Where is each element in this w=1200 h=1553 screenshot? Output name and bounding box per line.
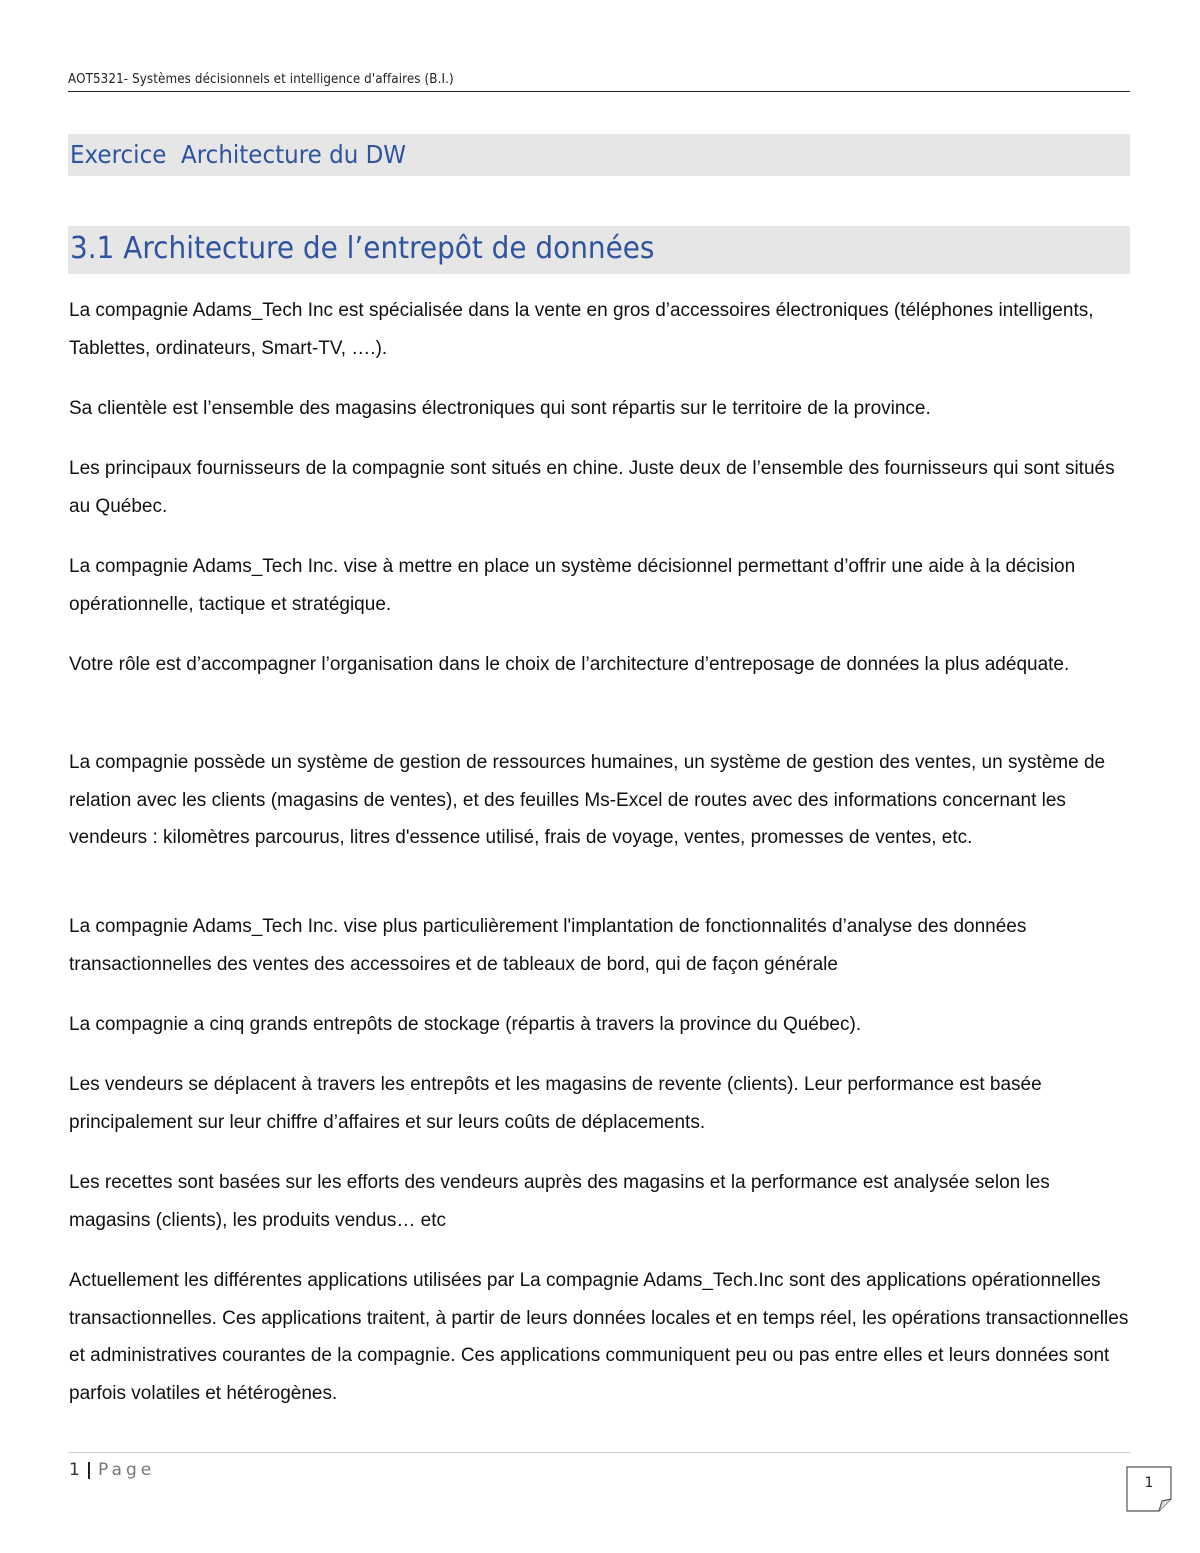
paragraph: La compagnie Adams_Tech Inc est spécialisée dans la vente en gros d’accessoires électroniques (téléphones intelligents, Tablettes, ordinateurs, Smart-TV, ….).: [69, 300, 1094, 359]
page-badge-number: 1: [1144, 1475, 1154, 1491]
page-corner-badge: [1126, 1466, 1172, 1512]
paragraph: La compagnie possède un système de gestion de ressources humaines, un système de gestion des ventes, un système de relation avec les clients (magasins de ventes), et des feuilles Ms-Excel de routes avec des informations concernant les vendeurs : kilomètres parcourus, litres d'essence utilisé, frais de voyage, ventes, promesses de ventes, etc.: [69, 752, 1106, 848]
paragraph: La compagnie Adams_Tech Inc. vise à mettre en place un système décisionnel permettant d’offrir une aide à la décision opérationnelle, tactique et stratégique.: [69, 556, 1076, 615]
footer-page-number: 1: [69, 1460, 80, 1480]
paragraph: Sa clientèle est l’ensemble des magasins électroniques qui sont répartis sur le territoire de la province.: [69, 398, 931, 419]
paragraph: Les principaux fournisseurs de la compagnie sont situés en chine. Juste deux de l’ensemble des fournisseurs qui sont situés au Québec.: [69, 458, 1115, 517]
header-text: AOT5321- Systèmes décisionnels et intelligence d'affaires (B.I.): [68, 72, 454, 87]
paragraph: Les vendeurs se déplacent à travers les entrepôts et les magasins de revente (clients). Leur performance est basée principalement sur leur chiffre d’affaires et sur leurs coûts de déplacements.: [69, 1074, 1042, 1133]
header-divider: [68, 91, 1130, 92]
exercise-title: Exercice Architecture du DW: [70, 140, 407, 169]
paragraph: La compagnie Adams_Tech Inc. vise plus particulièrement l'implantation de fonctionnalités d’analyse des données transactionnelles des ventes des accessoires et de tableaux de bord, qui de façon générale: [69, 916, 1027, 975]
paragraph: Les recettes sont basées sur les efforts des vendeurs auprès des magasins et la performance est analysée selon les magasins (clients), les produits vendus… etc: [69, 1172, 1050, 1231]
footer-page-label: Page: [98, 1460, 156, 1480]
footer-divider: [68, 1452, 1130, 1453]
paragraph: La compagnie a cinq grands entrepôts de stockage (répartis à travers la province du Québec).: [69, 1014, 862, 1035]
section-heading-bar: [68, 226, 1130, 274]
section-heading: 3.1 Architecture de l’entrepôt de données: [70, 231, 655, 266]
paragraph: Actuellement les différentes applications utilisées par La compagnie Adams_Tech.Inc sont des applications opérationnelles transactionnelles. Ces applications traitent, à partir de leurs données locales et en temps réel, les opérations transactionnelles et administratives courantes de la compagnie. Ces applications communiquent peu ou pas entre elles et leurs données sont parfois volatiles et hétérogènes.: [69, 1270, 1129, 1404]
exercise-title-bar: [68, 134, 1130, 176]
page-footer: [69, 1460, 155, 1480]
paragraph: Votre rôle est d’accompagner l’organisation dans le choix de l’architecture d’entreposage de données la plus adéquate.: [69, 654, 1070, 675]
footer-separator: |: [85, 1460, 93, 1480]
